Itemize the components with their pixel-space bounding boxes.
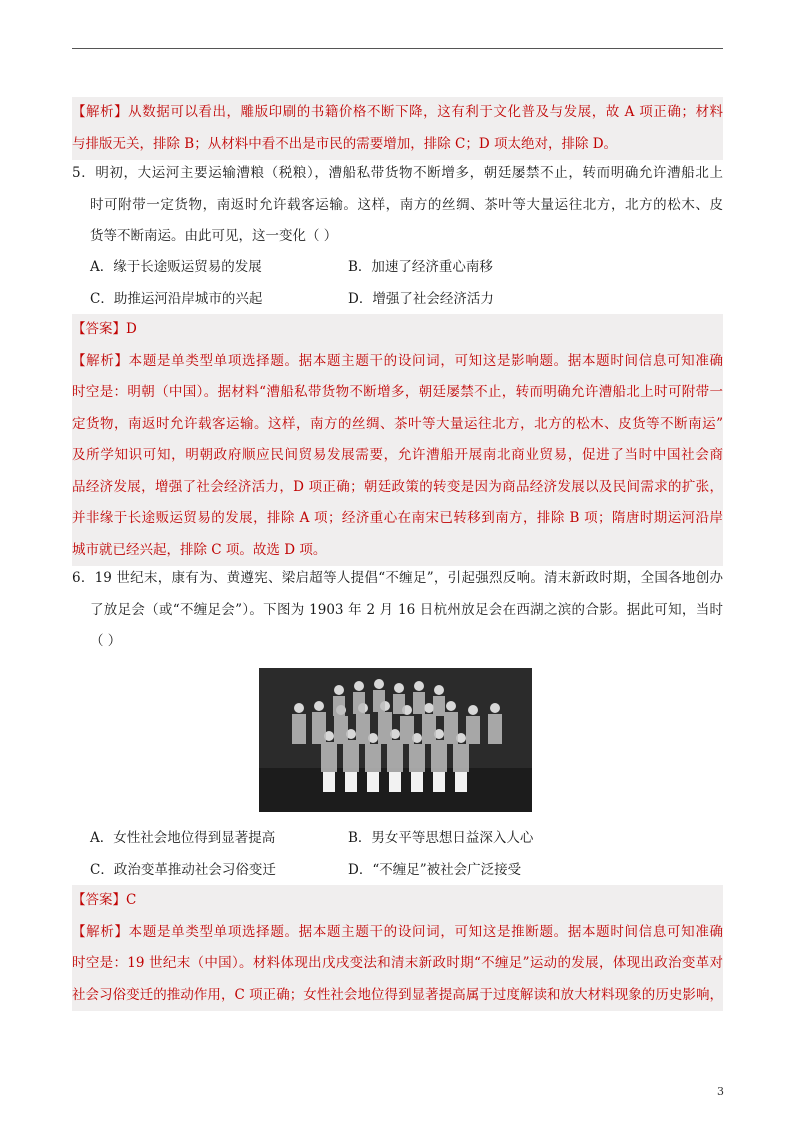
- option-c[interactable]: C．政治变革推动社会习俗变迁: [90, 861, 276, 878]
- analysis-line: 与排版无关，排除 B；从材料中看不出是市民的需要增加，排除 C；D 项太绝对，排除 D。: [72, 135, 618, 152]
- analysis-line: 【解析】本题是单类型单项选择题。据本题主题干的设问词，可知这是推断题。据本题时间信息可知准确: [72, 923, 723, 940]
- question-line: （ ）: [90, 633, 122, 649]
- option-a[interactable]: A．缘于长途贩运贸易的发展: [90, 259, 262, 275]
- analysis-line: 城市就已经兴起，排除 C 项。故选 D 项。: [72, 541, 327, 558]
- question-line: 5．明初，大运河主要运输漕粮（税粮），漕船私带货物不断增多，朝廷屡禁不止，转而明确允许漕船北上: [72, 165, 723, 181]
- question-6-options: [90, 823, 650, 886]
- analysis-line: 及所学知识可知，明朝政府顺应民间贸易发展需要，允许漕船开展南北商业贸易，促进了当时中国社会商: [72, 447, 723, 463]
- analysis-line: 【解析】从数据可以看出，雕版印刷的书籍价格不断下降，这有利于文化普及与发展，故 A 项正确；材料: [72, 104, 723, 120]
- question-6-stem: [72, 563, 723, 658]
- question-5-solution: [72, 314, 723, 566]
- prev-analysis-block: [72, 97, 723, 160]
- option-b[interactable]: B．男女平等思想日益深入人心: [348, 830, 534, 846]
- question-5-stem: [72, 158, 723, 253]
- answer-label: 【答案】C: [72, 892, 137, 908]
- analysis-line: 【解析】本题是单类型单项选择题。据本题主题干的设问词，可知这是影响题。据本题时间信息可知准确: [72, 352, 723, 369]
- question-line: 时可附带一定货物，南返时允许载客运输。这样，南方的丝绸、茶叶等大量运往北方，北方的松木、皮: [90, 196, 723, 213]
- analysis-line: 并非缘于长途贩运贸易的发展，排除 A 项；经济重心在南宋已转移到南方，排除 B 项；隋唐时期运河沿岸: [72, 510, 723, 526]
- analysis-line: 社会习俗变迁的推动作用，C 项正确；女性社会地位得到显著提高属于过度解读和放大材料现象的历史影响，: [72, 986, 723, 1003]
- question-5-options: [90, 252, 650, 315]
- page-number: 3: [717, 1085, 724, 1098]
- analysis-line: 时空是：明朝（中国）。据材料“漕船私带货物不断增多，朝廷屡禁不止，转而明确允许漕船北上时可附带一: [72, 384, 723, 400]
- option-d[interactable]: D．增强了社会经济活力: [348, 290, 494, 307]
- question-line: 货等不断南运。由此可见，这一变化（ ）: [90, 228, 338, 244]
- analysis-line: 品经济发展，增强了社会经济活力，D 项正确；朝廷政策的转变是因为商品经济发展以及民间需求的扩张，: [72, 478, 723, 495]
- question-6-solution: [72, 885, 723, 1011]
- header-rule: [72, 48, 723, 49]
- analysis-line: 定货物，南返时允许载客运输。这样，南方的丝绸、茶叶等大量运往北方，北方的松木、皮货等不断南运”: [72, 415, 723, 432]
- option-d[interactable]: D．“不缠足”被社会广泛接受: [348, 861, 522, 878]
- question-line: 6．19 世纪末，康有为、黄遵宪、梁启超等人提倡“不缠足”，引起强烈反响。清末新政时期，全国各地创办: [72, 570, 723, 586]
- answer-label: 【答案】D: [72, 321, 137, 337]
- group-photo-image: [259, 668, 532, 812]
- option-c[interactable]: C．助推运河沿岸城市的兴起: [90, 290, 263, 307]
- option-b[interactable]: B．加速了经济重心南移: [348, 259, 493, 275]
- analysis-line: 时空是：19 世纪末（中国）。材料体现出戊戌变法和清末新政时期“不缠足”运动的发展，体现出政治变革对: [72, 955, 723, 971]
- option-a[interactable]: A．女性社会地位得到显著提高: [90, 830, 276, 846]
- question-line: 了放足会（或“不缠足会”）。下图为 1903 年 2 月 16 日杭州放足会在西湖之滨的合影。据此可知，当时: [90, 601, 723, 618]
